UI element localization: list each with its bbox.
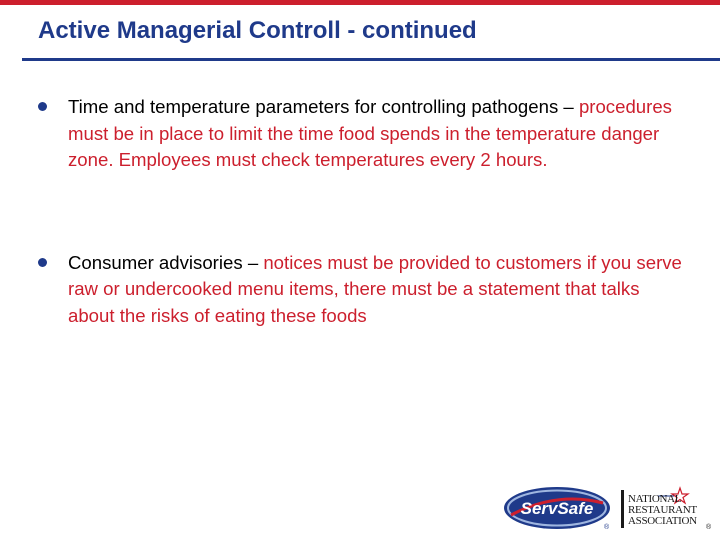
slide-title: Active Managerial Controll - continued [38,17,477,44]
nra-line-association: ASSOCIATION [628,515,697,527]
logo-divider [621,490,624,528]
bullet-dash: – [242,251,264,273]
bullet-term: Time and temperature parameters for controlling pathogens [68,96,559,117]
bullet-item-time-temperature [38,94,688,174]
servsafe-registered-mark: ® [604,524,610,531]
nra-registered-mark: ® [706,524,711,531]
servsafe-wordmark: ServSafe [520,499,594,518]
bullet-term: Consumer advisories [68,251,243,273]
bullet-dash: – [558,96,579,117]
title-underline [22,58,720,61]
bullet-list [38,94,688,329]
nra-line-national: NATIONAL [628,493,682,505]
servsafe-logo [503,485,611,531]
bullet-dot-icon [38,258,47,267]
bullet-description: notices must be provided to customers if you serve raw or undercooked menu items, there must be a statement that talks about the risks of eating these foods [68,251,682,326]
nra-line-restaurant: RESTAURANT [628,504,697,516]
top-accent-rule [0,0,720,5]
bullet-dot-icon [38,102,47,111]
bullet-description: procedures must be in place to limit the time food spends in the temperature danger zone. Employees must check temperatures every 2 hours. [68,96,672,170]
nra-logo [628,484,714,532]
bullet-item-consumer-advisories [38,250,688,330]
title-bar [0,0,720,62]
